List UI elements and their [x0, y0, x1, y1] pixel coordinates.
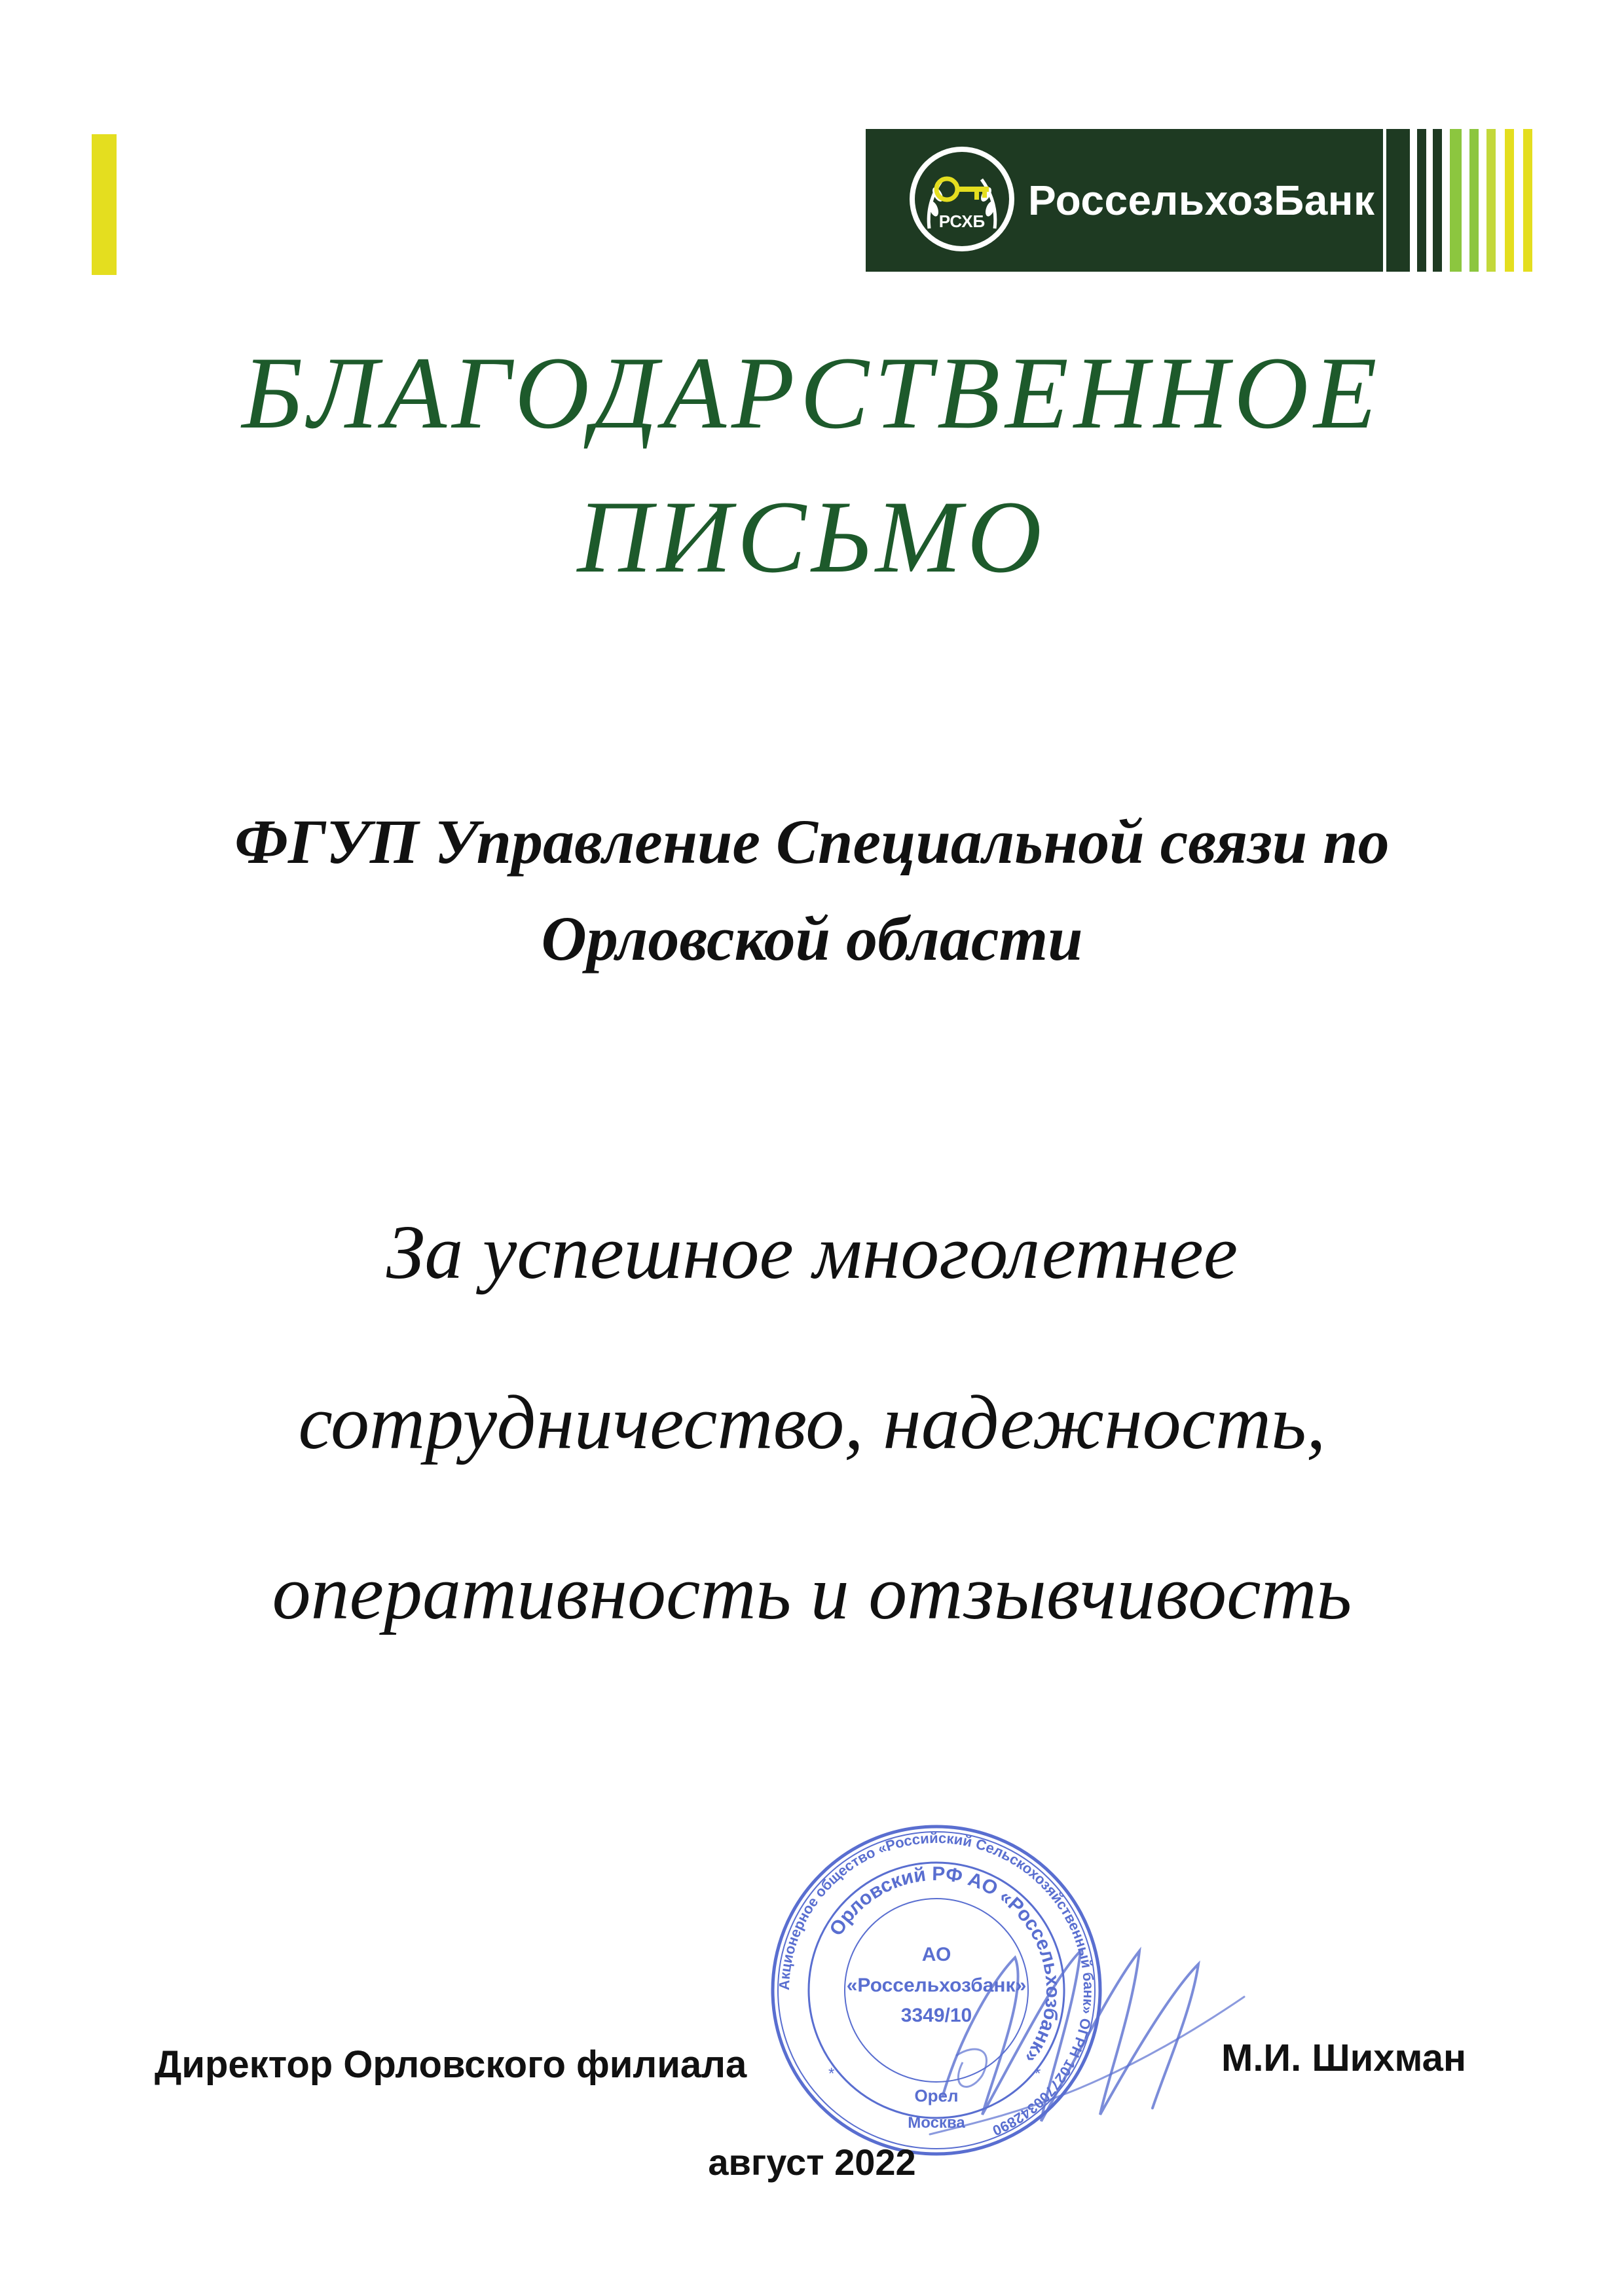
signer-name: М.И. Шихман	[1221, 2037, 1466, 2079]
logo-stripe	[1486, 129, 1496, 272]
emblem-text: РСХБ	[938, 211, 986, 231]
stamp-center-line-3: 3349/10	[900, 2005, 972, 2026]
logo-stripe	[1505, 129, 1514, 272]
stamp-city-1: Орел	[914, 2086, 959, 2105]
letter-date: август 2022	[708, 2141, 916, 2183]
logo-stripe	[1469, 129, 1479, 272]
logo-stripe	[1433, 129, 1442, 272]
reason-line-2: сотрудничество, надежность,	[298, 1379, 1326, 1465]
recipient-line-2: Орловской области	[541, 903, 1083, 974]
left-accent-bar	[92, 134, 117, 275]
signer-title: Директор Орловского филиала	[155, 2043, 747, 2086]
svg-text:*: *	[1035, 2065, 1041, 2083]
recipient-line-1: ФГУП Управление Специальной связи по	[234, 807, 1390, 877]
logo-stripe	[1417, 129, 1426, 272]
bank-logo-header	[866, 129, 1540, 272]
stamp-ring-text: Орловский РФ АО «Россельхозбанк»	[825, 1863, 1064, 2068]
svg-text:*: *	[828, 2065, 835, 2083]
logo-stripe	[1386, 129, 1410, 272]
logo-stripe	[1523, 129, 1532, 272]
reason-line-1: За успешное многолетнее	[386, 1209, 1238, 1295]
handwritten-signature	[904, 1899, 1270, 2174]
key-wheat-emblem-icon	[906, 143, 1018, 255]
stamp-center-line-2: «Россельхозбанк»	[846, 1975, 1027, 1996]
stamp-center-line-1: АО	[921, 1944, 951, 1965]
logo-stripe	[1450, 129, 1462, 272]
title-line-1: БЛАГОДАРСТВЕННОЕ	[242, 336, 1382, 450]
bank-name: РоссельхозБанк	[1028, 177, 1375, 224]
stamp-outer-text: Акционерное общество «Российский Сельскохозяйственный банк» ОГРН 1027700342890	[775, 1829, 1098, 2140]
title-line-2: ПИСЬМО	[577, 480, 1047, 594]
stamp-city-2: Москва	[908, 2114, 965, 2132]
reason-line-3: оперативность и отзывчивость	[272, 1550, 1352, 1635]
